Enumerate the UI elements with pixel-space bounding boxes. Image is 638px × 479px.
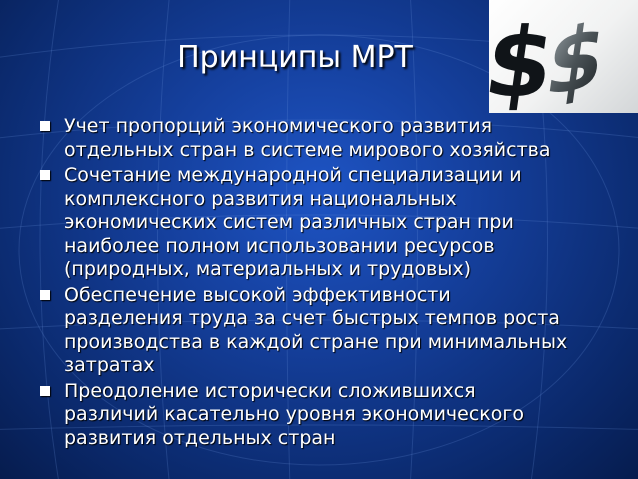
bullet-text-line: (природных, материальных и трудовых) [64, 258, 472, 280]
bullet-text-line: экономических систем различных стран при [64, 211, 514, 233]
bullet-list [38, 115, 628, 452]
bullet-item [38, 284, 628, 378]
bullet-text-line: наиболее полном использовании ресурсов [64, 234, 495, 257]
bullet-text-line: Сочетание международной специализации и [64, 164, 522, 186]
bullet-text-line: различий касательно уровня экономического [64, 403, 524, 425]
bullet-item [38, 115, 628, 162]
bullet-item [38, 164, 628, 282]
logo-image [478, 0, 638, 119]
bullet-text-line: Учет пропорций экономического развития [64, 115, 493, 137]
bullet-text-line: отдельных стран в системе мирового хозяйства [64, 138, 551, 161]
bullet-text-line: развития отдельных стран [64, 426, 336, 449]
bullet-text-line: Преодоление исторически сложившихся [64, 379, 476, 402]
svg-text:$: $ [539, 2, 612, 118]
bullet-text-line: Обеспечение высокой эффективности [64, 283, 451, 306]
bullet-text-line: производства в каждой стране при минимальных [64, 330, 568, 353]
bullet-text-line: затратах [64, 354, 155, 376]
square-bullet-icon [40, 386, 50, 396]
svg-text:$: $ [478, 6, 561, 119]
dollar-sign-icon [478, 0, 638, 119]
bullet-text-line: комплексного развития национальных [64, 187, 457, 210]
square-bullet-icon [40, 170, 50, 180]
bullet-text-line: разделения труда за счет быстрых темпов роста [64, 307, 560, 329]
bullet-item [38, 380, 628, 451]
square-bullet-icon [40, 121, 50, 131]
slide-title: Принципы МРТ [177, 40, 413, 75]
square-bullet-icon [40, 290, 50, 300]
